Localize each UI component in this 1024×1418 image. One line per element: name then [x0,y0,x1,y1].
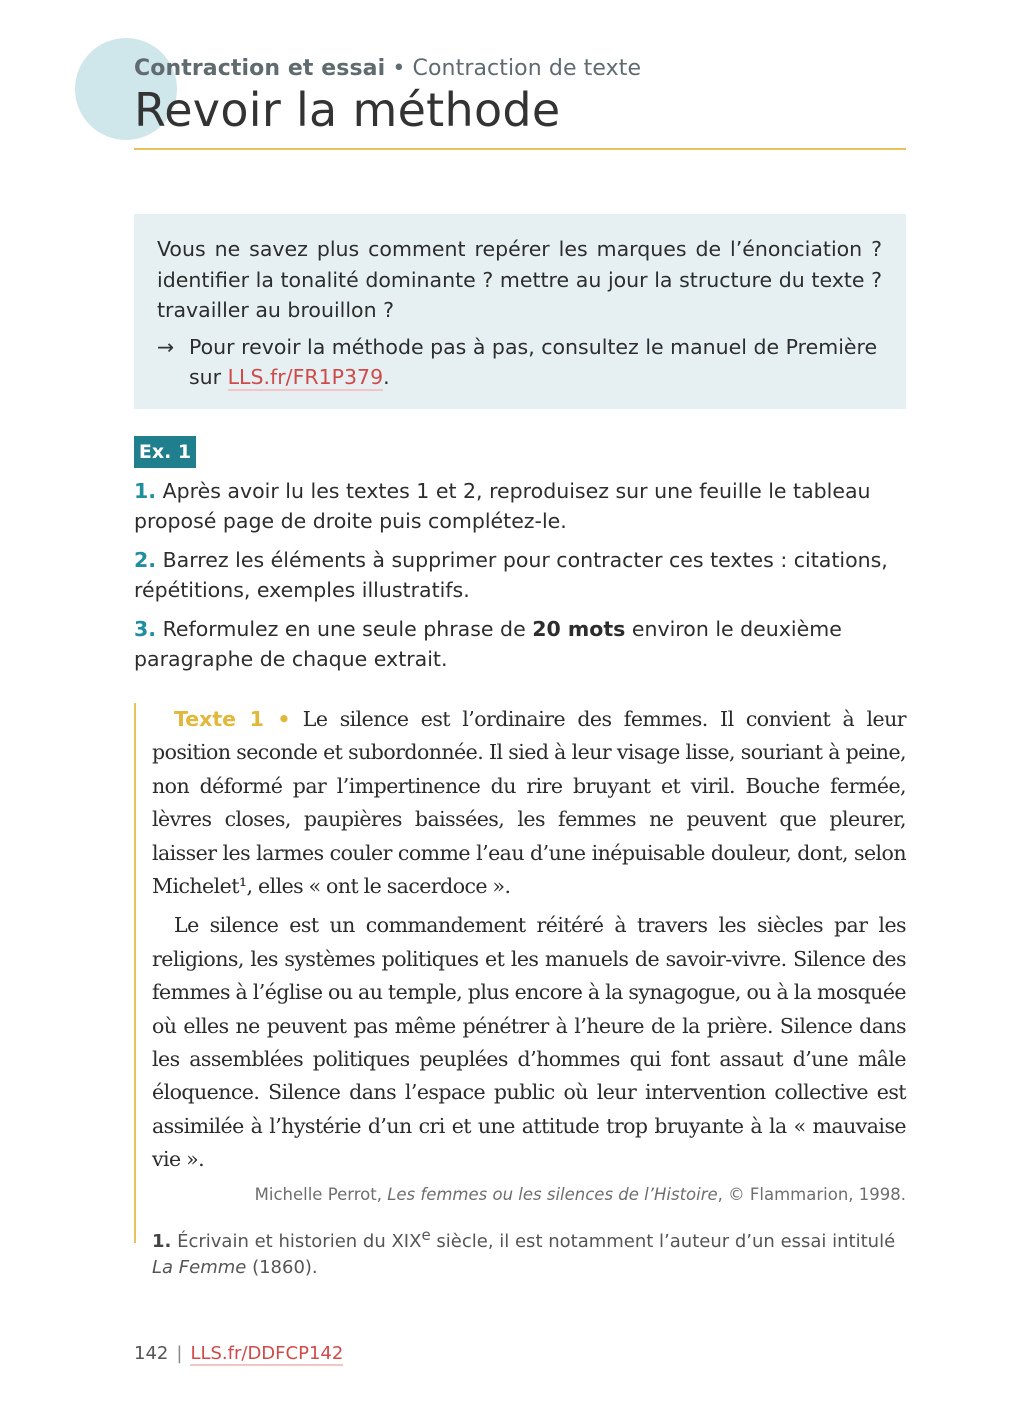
question-3 [134,614,906,674]
exercise-questions [134,476,906,683]
breadcrumb-subsection: Contraction de texte [412,56,642,81]
page-header [134,56,906,137]
question-number: 1. [134,479,157,503]
info-link-suffix: . [383,365,390,389]
page-footer [134,1343,343,1364]
footer-link[interactable]: LLS.fr/DDFCP142 [190,1343,344,1364]
texte-1-paragraph-2: Le silence est un commandement réitéré à travers les siècles par les religions, les systèmes politiques et les manuels de savoir-vivre. Silence des femmes à l’église ou au temple, plus encore à la synagogue, ou à la mosquée où elles ne peuvent pas même pénétrer à l’heure de la prière. Silence dans les assemblées politiques peuplées d’hommes qui font assaut d’une mâle éloquence. Silence dans l’espace public où leur intervention collective est assimilée à l’hystérie d’un cri et une attitude trop bruyante à la « mauvaise vie ». [152,913,906,1172]
right-arrow-icon: → [157,334,175,359]
method-link[interactable]: LLS.fr/FR1P379 [227,365,384,389]
info-link-line [157,332,882,393]
info-text: Vous ne savez plus comment repérer les marques de l’énonciation ? identifier la tonalité dominante ? mettre au jour la structure du texte ? travailler au brouillon ? [157,237,882,322]
texte-label: Texte 1 • [174,707,291,731]
page-title: Revoir la méthode [134,83,561,137]
info-link-prefix: Pour revoir la méthode pas à pas, consultez le manuel de Première sur [189,334,878,389]
method-info-box [134,214,906,409]
question-emphasis: 20 mots [532,617,626,641]
texte-1-source: Michelle Perrot, Les femmes ou les silences de l’Histoire, © Flammarion, 1998. [254,1184,906,1204]
breadcrumb-separator: • [392,56,406,81]
question-text: Reformulez en une seule phrase de [162,617,526,641]
question-number: 2. [134,548,157,572]
exercise-badge: Ex. 1 [134,436,196,468]
texte-1-block [134,703,906,1278]
texte-1-paragraph-1: Texte 1 • Le silence est l’ordinaire des femmes. Il convient à leur position seconde et subordonnée. Il sied à leur visage lisse, souriant à peine, non déformé par l’impertinence du rire bruyant et viril. Bouche fermée, lèvres closes, paupières baissées, les femmes ne peuvent que pleurer, laisser les larmes couler comme l’eau d’une inépuisable douleur, dont, selon Michelet¹, elles « ont le sacerdoce ». [152,707,906,899]
footnote-1: 1. Écrivain et historien du XIXe siècle, il est notamment l’auteur d’un essai intitulé La Femme (1860). [152,1225,896,1278]
question-number: 3. [134,617,157,641]
question-2 [134,545,906,605]
question-text: Après avoir lu les textes 1 et 2, reproduisez sur une feuille le tableau proposé page de droite puis complétez-le. [134,479,871,533]
question-text: Barrez les éléments à supprimer pour contracter ces textes : citations, répétitions, exemples illustratifs. [134,548,888,602]
question-text: environ le deuxième paragraphe de chaque extrait. [134,617,842,671]
breadcrumb-section: Contraction et essai [134,56,386,81]
footer-separator: | [176,1343,183,1364]
question-1 [134,476,906,536]
page-number: 142 [134,1343,169,1364]
title-divider [134,148,906,150]
breadcrumb [134,56,906,81]
